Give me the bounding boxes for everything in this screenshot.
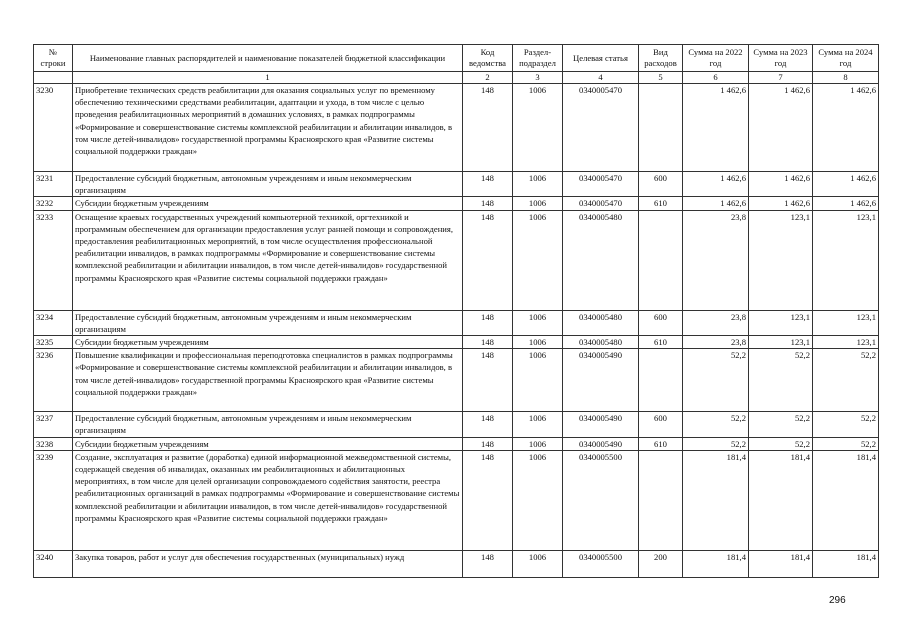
- row-number: 3233: [34, 210, 73, 310]
- column-number: 2: [463, 72, 513, 84]
- table-header-row: [34, 45, 879, 72]
- target-article: 0340005490: [563, 412, 639, 437]
- row-number: 3232: [34, 197, 73, 210]
- section-code: 1006: [513, 310, 563, 335]
- table-row: [34, 172, 879, 197]
- section-code: 1006: [513, 550, 563, 577]
- expense-type: [639, 84, 683, 172]
- row-name: Субсидии бюджетным учреждениям: [73, 437, 463, 450]
- expense-type: 600: [639, 172, 683, 197]
- row-name: Субсидии бюджетным учреждениям: [73, 197, 463, 210]
- sum-2024: 52,2: [813, 437, 879, 450]
- sum-2022: 52,2: [683, 437, 749, 450]
- department-code: 148: [463, 310, 513, 335]
- row-number: 3235: [34, 336, 73, 349]
- sum-2024: 52,2: [813, 349, 879, 412]
- sum-2022: 181,4: [683, 450, 749, 550]
- sum-2023: 52,2: [749, 349, 813, 412]
- row-name: Предоставление субсидий бюджетным, автономным учреждениям и иным некоммерческим организациям: [73, 412, 463, 437]
- row-number: 3238: [34, 437, 73, 450]
- sum-2023: 181,4: [749, 550, 813, 577]
- row-number: 3240: [34, 550, 73, 577]
- sum-2022: 1 462,6: [683, 197, 749, 210]
- row-name: Предоставление субсидий бюджетным, автономным учреждениям и иным некоммерческим организациям: [73, 172, 463, 197]
- table-row: [34, 84, 879, 172]
- sum-2022: 23,8: [683, 336, 749, 349]
- row-number: 3236: [34, 349, 73, 412]
- sum-2022: 181,4: [683, 550, 749, 577]
- department-code: 148: [463, 437, 513, 450]
- section-code: 1006: [513, 412, 563, 437]
- target-article: 0340005480: [563, 210, 639, 310]
- sum-2023: 52,2: [749, 412, 813, 437]
- column-number: 4: [563, 72, 639, 84]
- table-row: [34, 437, 879, 450]
- column-number: 8: [813, 72, 879, 84]
- target-article: 0340005470: [563, 172, 639, 197]
- target-article: 0340005480: [563, 310, 639, 335]
- section-code: 1006: [513, 210, 563, 310]
- sum-2023: 123,1: [749, 310, 813, 335]
- section-code: 1006: [513, 437, 563, 450]
- sum-2024: 181,4: [813, 550, 879, 577]
- sum-2022: 52,2: [683, 412, 749, 437]
- table-row: [34, 197, 879, 210]
- row-name: Предоставление субсидий бюджетным, автономным учреждениям и иным некоммерческим организациям: [73, 310, 463, 335]
- section-code: 1006: [513, 336, 563, 349]
- sum-2023: 1 462,6: [749, 197, 813, 210]
- sum-2023: 1 462,6: [749, 172, 813, 197]
- target-article: 0340005500: [563, 550, 639, 577]
- target-article: 0340005480: [563, 336, 639, 349]
- sum-2023: 123,1: [749, 210, 813, 310]
- target-article: 0340005500: [563, 450, 639, 550]
- sum-2023: 123,1: [749, 336, 813, 349]
- column-number: 1: [73, 72, 463, 84]
- department-code: 148: [463, 210, 513, 310]
- target-article: 0340005490: [563, 349, 639, 412]
- department-code: 148: [463, 412, 513, 437]
- column-number: 7: [749, 72, 813, 84]
- department-code: 148: [463, 550, 513, 577]
- sum-2022: 23,8: [683, 210, 749, 310]
- table-row: [34, 349, 879, 412]
- table-row: [34, 450, 879, 550]
- header-department-code: Код ведомства: [463, 45, 513, 72]
- section-code: 1006: [513, 172, 563, 197]
- sum-2023: 181,4: [749, 450, 813, 550]
- expense-type: 610: [639, 437, 683, 450]
- row-name: Повышение квалификации и профессиональная переподготовка специалистов в рамках подпрограммы «Формирование и совершенствование системы комплексной реабилитации и абилитации инвалидов, в том числе детей-инвалидов» государственной программы Красноярского края «Развитие системы социальной поддержки граждан»: [73, 349, 463, 412]
- column-number-row: [34, 72, 879, 84]
- expense-type: [639, 450, 683, 550]
- expense-type: [639, 210, 683, 310]
- expense-type: 600: [639, 412, 683, 437]
- column-number: [34, 72, 73, 84]
- header-sum-2022: Сумма на 2022 год: [683, 45, 749, 72]
- header-name: Наименование главных распорядителей и наименование показателей бюджетной классификации: [73, 45, 463, 72]
- sum-2024: 123,1: [813, 310, 879, 335]
- page-number: 296: [829, 595, 846, 606]
- row-name: Закупка товаров, работ и услуг для обеспечения государственных (муниципальных) нужд: [73, 550, 463, 577]
- sum-2024: 1 462,6: [813, 172, 879, 197]
- department-code: 148: [463, 197, 513, 210]
- table-row: [34, 336, 879, 349]
- header-section: Раздел-подраздел: [513, 45, 563, 72]
- row-number: 3239: [34, 450, 73, 550]
- row-name: Приобретение технических средств реабилитации для оказания социальных услуг по временному обеспечению техническими средствами реабилитации, адаптации и ухода, в том числе с целью проведения реабилитационных мероприятий в домашних условиях, в рамках подпрограммы «Формирование и совершенствование системы комплексной реабилитации и абилитации инвалидов, в том числе детей-инвалидов» государственной программы Красноярского края «Развитие системы социальной поддержки граждан»: [73, 84, 463, 172]
- header-expense-type: Вид расходов: [639, 45, 683, 72]
- section-code: 1006: [513, 197, 563, 210]
- department-code: 148: [463, 84, 513, 172]
- row-name: Субсидии бюджетным учреждениям: [73, 336, 463, 349]
- sum-2022: 1 462,6: [683, 84, 749, 172]
- table-row: [34, 412, 879, 437]
- expense-type: 610: [639, 336, 683, 349]
- header-row-number: № строки: [34, 45, 73, 72]
- department-code: 148: [463, 450, 513, 550]
- expense-type: [639, 349, 683, 412]
- expense-type: 610: [639, 197, 683, 210]
- sum-2024: 181,4: [813, 450, 879, 550]
- section-code: 1006: [513, 84, 563, 172]
- section-code: 1006: [513, 450, 563, 550]
- sum-2022: 23,8: [683, 310, 749, 335]
- column-number: 3: [513, 72, 563, 84]
- header-target-article: Целевая статья: [563, 45, 639, 72]
- budget-table: [33, 44, 879, 578]
- header-sum-2023: Сумма на 2023 год: [749, 45, 813, 72]
- sum-2024: 1 462,6: [813, 197, 879, 210]
- expense-type: 200: [639, 550, 683, 577]
- row-number: 3237: [34, 412, 73, 437]
- target-article: 0340005490: [563, 437, 639, 450]
- row-name: Создание, эксплуатация и развитие (доработка) единой информационной межведомственной системы, содержащей сведения об инвалидах, оказанных им реабилитационных и абилитационных мероприятиях, в том числе для целей организации сопровождаемого содействия занятости, реестра реабилитационных организаций в рамках подпрограммы «Формирование и совершенствование системы комплексной реабилитации и абилитации инвалидов, в том числе детей-инвалидов» государственной программы Красноярского края «Развитие системы социальной поддержки граждан»: [73, 450, 463, 550]
- header-sum-2024: Сумма на 2024 год: [813, 45, 879, 72]
- department-code: 148: [463, 349, 513, 412]
- row-number: 3231: [34, 172, 73, 197]
- sum-2022: 52,2: [683, 349, 749, 412]
- column-number: 5: [639, 72, 683, 84]
- column-number: 6: [683, 72, 749, 84]
- target-article: 0340005470: [563, 84, 639, 172]
- sum-2024: 123,1: [813, 336, 879, 349]
- row-number: 3230: [34, 84, 73, 172]
- table-row: [34, 310, 879, 335]
- sum-2023: 1 462,6: [749, 84, 813, 172]
- row-name: Оснащение краевых государственных учреждений компьютерной техникой, оргтехникой и программным обеспечением для организации предоставления услуг ранней помощи и сопровождения, предоставления реабилитационных мероприятий, в том числе осуществления профессиональной реабилитации инвалидов, в рамках подпрограммы «Формирование и совершенствование системы комплексной реабилитации и абилитации инвалидов, в том числе детей-инвалидов» государственной программы Красноярского края «Развитие системы социальной поддержки граждан»: [73, 210, 463, 310]
- sum-2022: 1 462,6: [683, 172, 749, 197]
- sum-2024: 123,1: [813, 210, 879, 310]
- department-code: 148: [463, 172, 513, 197]
- sum-2024: 1 462,6: [813, 84, 879, 172]
- table-row: [34, 550, 879, 577]
- section-code: 1006: [513, 349, 563, 412]
- target-article: 0340005470: [563, 197, 639, 210]
- row-number: 3234: [34, 310, 73, 335]
- table-row: [34, 210, 879, 310]
- department-code: 148: [463, 336, 513, 349]
- sum-2024: 52,2: [813, 412, 879, 437]
- expense-type: 600: [639, 310, 683, 335]
- sum-2023: 52,2: [749, 437, 813, 450]
